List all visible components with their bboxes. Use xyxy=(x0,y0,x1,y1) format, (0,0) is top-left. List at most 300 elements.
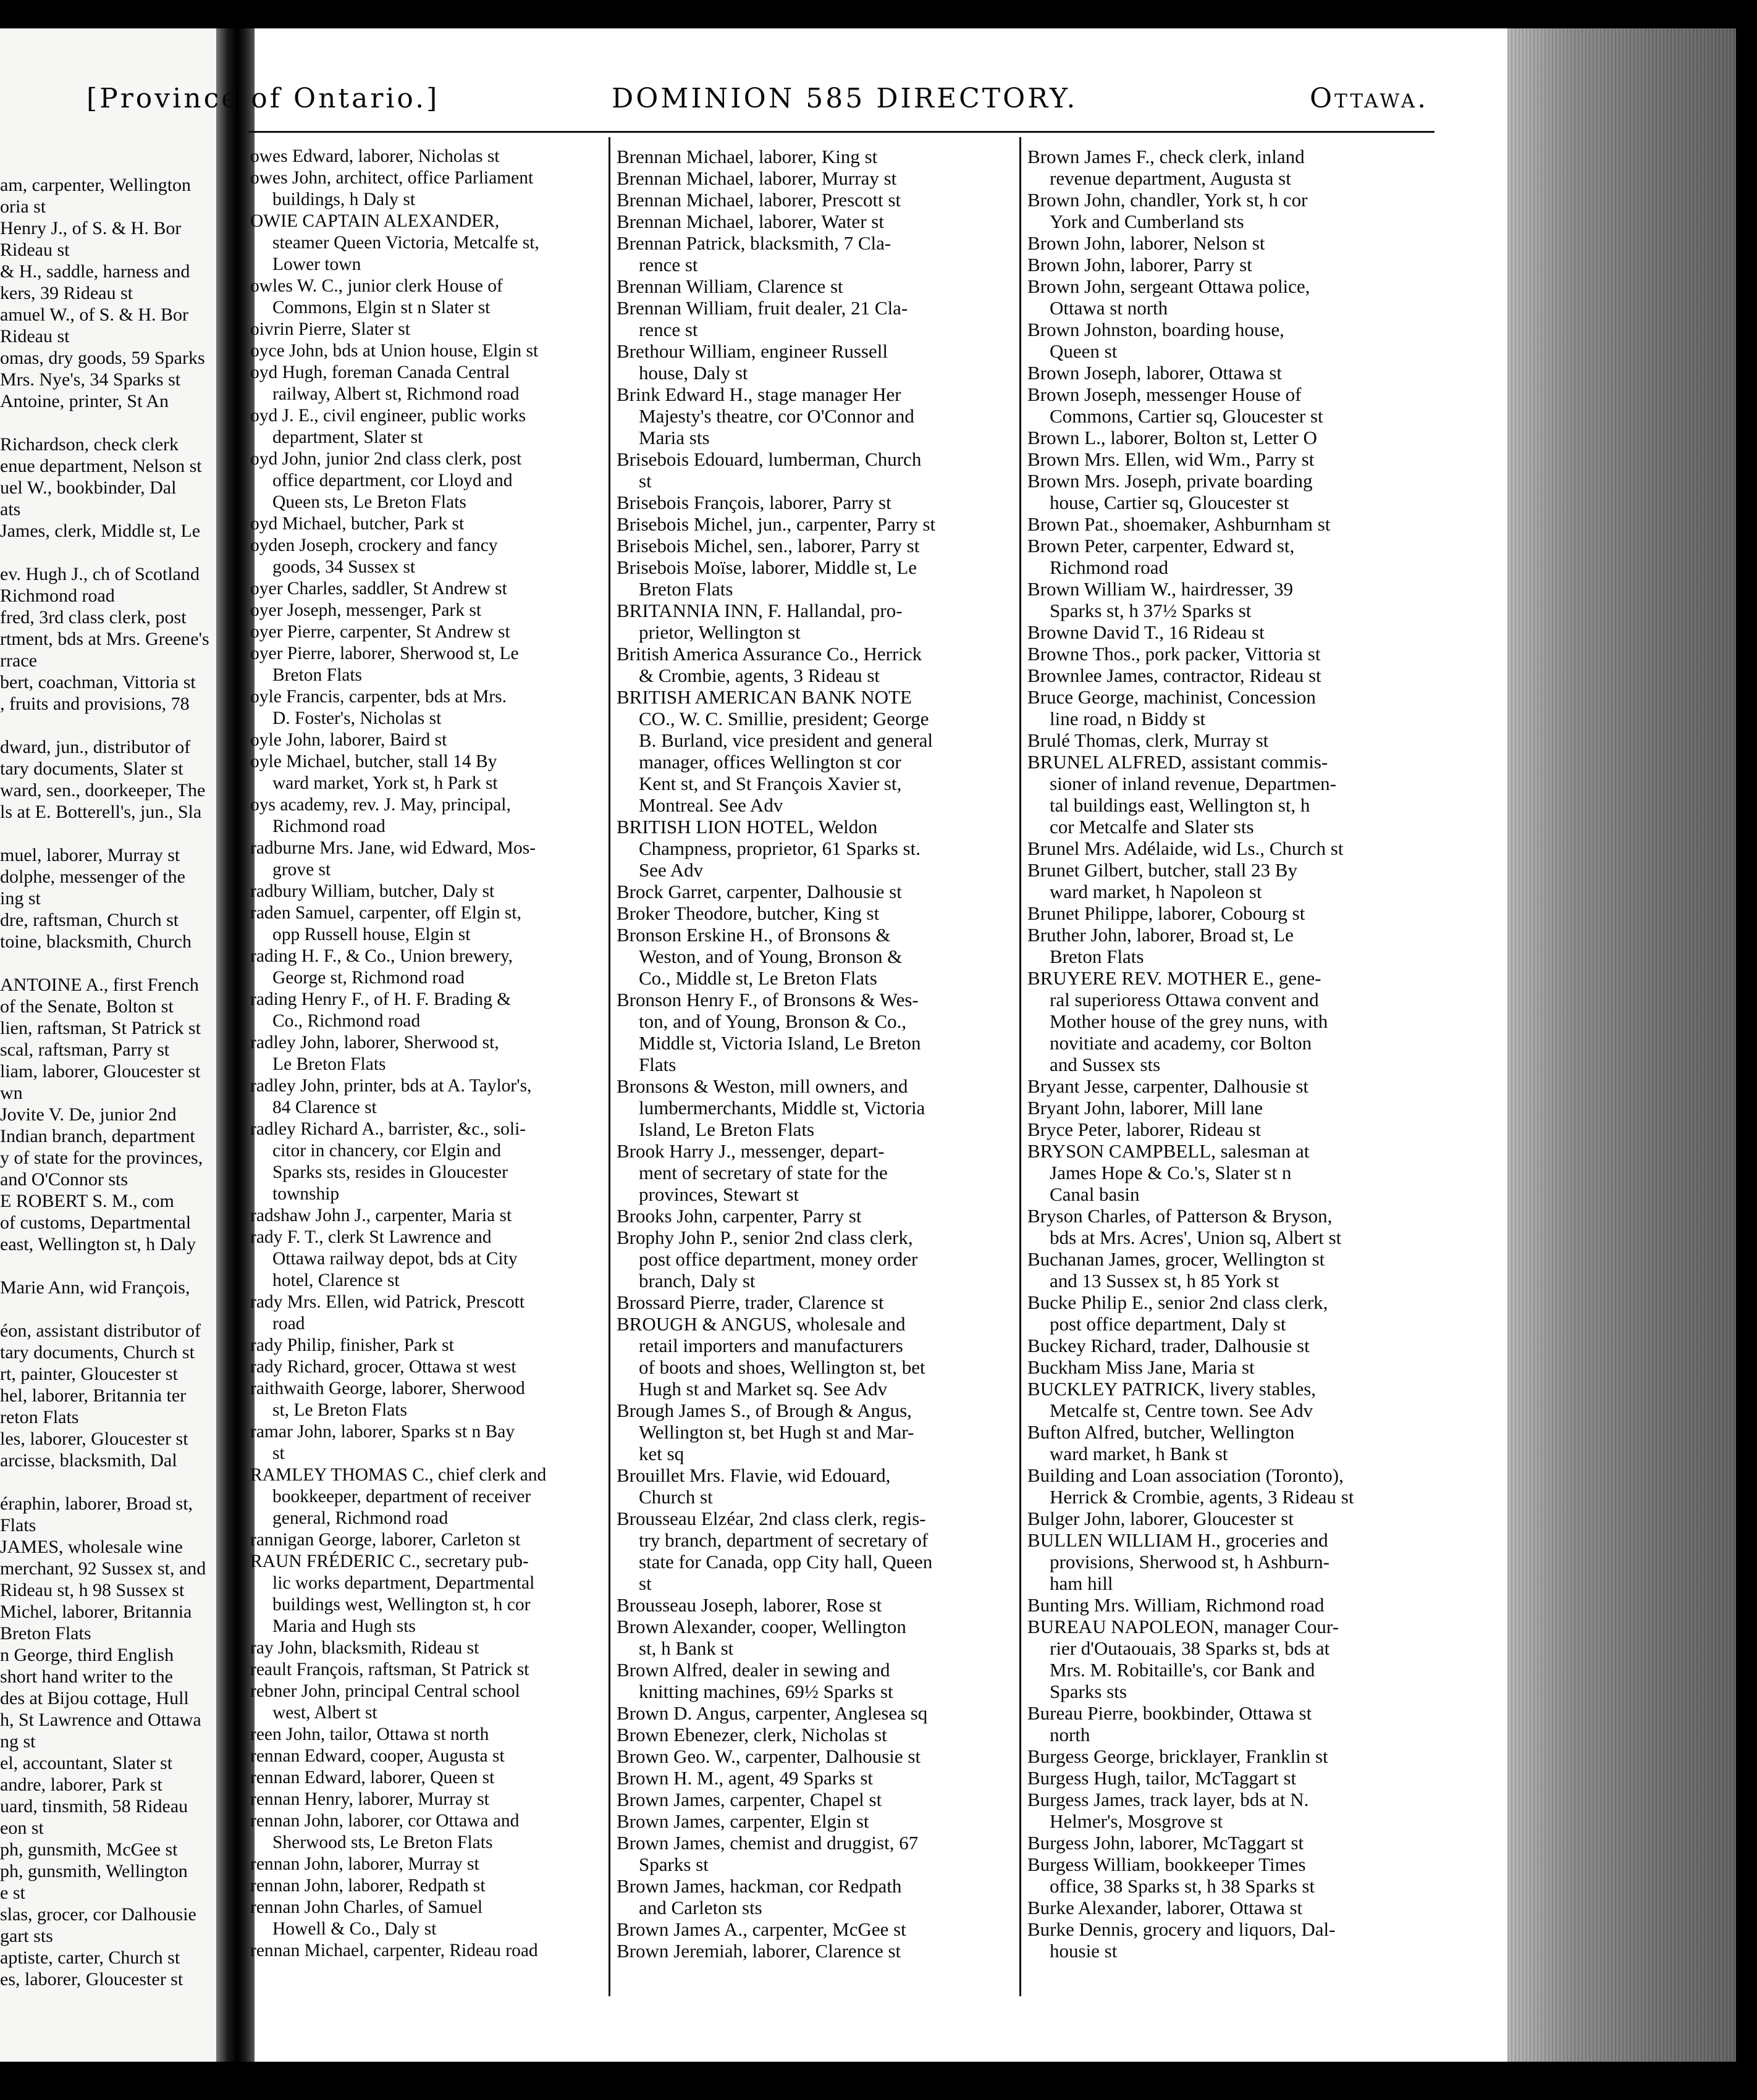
directory-entry xyxy=(617,1745,1012,1767)
directory-entry-name-line: radley Richard A., barrister, &c., soli- xyxy=(250,1119,526,1139)
header-rule xyxy=(248,131,1435,133)
directory-entry xyxy=(1027,1594,1429,1616)
directory-entry-continuation: lic works department, Departmental xyxy=(272,1573,535,1593)
directory-entry-name-line: Brown D. Angus, carpenter, Anglesea sq xyxy=(617,1702,928,1724)
directory-entry-name-line: Brisebois Michel, jun., carpenter, Parry st xyxy=(617,513,936,535)
directory-entry-name-line: Brown James, carpenter, Chapel st xyxy=(617,1789,882,1810)
directory-entry-name-line: Brook Harry J., messenger, depart- xyxy=(617,1140,885,1162)
directory-entry-name-line: rennan John, laborer, cor Ottawa and xyxy=(250,1811,520,1831)
directory-entry-name-line: rennan John, laborer, Redpath st xyxy=(250,1876,486,1896)
directory-entry-continuation: Ottawa railway depot, bds at City xyxy=(272,1249,518,1269)
facing-page-line-text: Rideau st xyxy=(0,240,70,260)
facing-page-line-text: toine, blacksmith, Church xyxy=(0,931,192,952)
facing-page-line-text: JAMES, wholesale wine xyxy=(0,1537,183,1557)
directory-entry-continuation: citor in chancery, cor Elgin and xyxy=(272,1141,501,1161)
directory-entry xyxy=(1027,621,1429,643)
directory-entry-name-line: OWIE CAPTAIN ALEXANDER, xyxy=(250,211,500,231)
facing-page-line xyxy=(0,1255,229,1277)
directory-entry xyxy=(250,1745,602,1767)
facing-page-line-text: ANTOINE A., first French xyxy=(0,975,199,995)
directory-entry-continuation: Richmond road xyxy=(1050,556,1168,578)
directory-entry xyxy=(1027,838,1429,859)
directory-entry-continuation: rence st xyxy=(639,254,698,275)
directory-entry-name-line: Brulé Thomas, clerk, Murray st xyxy=(1027,729,1269,751)
directory-entry-continuation: ward market, h Napoleon st xyxy=(1050,881,1262,902)
running-head-right: Ottawa. xyxy=(1310,83,1429,114)
directory-entry xyxy=(617,924,1012,989)
directory-entry xyxy=(617,167,1012,189)
directory-entry-name-line: raden Samuel, carpenter, off Elgin st, xyxy=(250,903,521,923)
directory-entry-name-line: Brough James S., of Brough & Angus, xyxy=(617,1400,912,1421)
directory-entry-name-line: Brown John, laborer, Nelson st xyxy=(1027,232,1265,254)
directory-entry xyxy=(1027,384,1429,427)
facing-page-line-text: dre, raftsman, Church st xyxy=(0,910,179,930)
directory-entry-name-line: oyle John, laborer, Baird st xyxy=(250,730,447,750)
facing-page-line-text: hel, laborer, Britannia ter xyxy=(0,1385,187,1406)
facing-page-line-text: ph, gunsmith, McGee st xyxy=(0,1839,178,1860)
directory-entry-continuation: try branch, department of secretary of xyxy=(639,1529,929,1551)
directory-entry xyxy=(250,1897,602,1940)
facing-page-line xyxy=(0,196,229,217)
facing-page-line-text: & H., saddle, harness and xyxy=(0,261,190,282)
directory-entry xyxy=(617,448,1012,492)
directory-entry-name-line: rading Henry F., of H. F. Brading & xyxy=(250,989,512,1009)
directory-entry-name-line: Bryant Jesse, carpenter, Dalhousie st xyxy=(1027,1075,1309,1097)
facing-page-line xyxy=(0,779,229,801)
directory-entry-name-line: Brown Johnston, boarding house, xyxy=(1027,319,1284,340)
directory-entry-name-line: Brown Jeremiah, laborer, Clarence st xyxy=(617,1940,901,1962)
facing-page-line xyxy=(0,1233,229,1255)
facing-page-line xyxy=(0,1385,229,1406)
facing-page-line-text: e st xyxy=(0,1883,25,1903)
directory-entry xyxy=(250,405,602,448)
directory-entry xyxy=(250,362,602,405)
directory-entry xyxy=(617,1205,1012,1227)
facing-page-line xyxy=(0,1147,229,1169)
directory-entry-continuation: Helmer's, Mosgrove st xyxy=(1050,1810,1223,1832)
directory-entry-continuation: ment of secretary of state for the xyxy=(639,1162,888,1183)
facing-page-line-text: h, St Lawrence and Ottawa xyxy=(0,1710,201,1730)
directory-entry-name-line: Buchanan James, grocer, Wellington st xyxy=(1027,1248,1325,1270)
directory-entry-continuation: st xyxy=(272,1443,285,1463)
column-rule-2 xyxy=(1019,137,1021,1996)
facing-page-line-text: Flats xyxy=(0,1515,36,1535)
directory-entry-name-line: Brennan Michael, laborer, Murray st xyxy=(617,167,897,189)
facing-page-line-text: des at Bijou cottage, Hull xyxy=(0,1688,189,1708)
facing-page-line-text xyxy=(0,715,229,736)
facing-page-line xyxy=(0,1860,229,1882)
directory-entry xyxy=(1027,751,1429,838)
directory-entry-continuation: prietor, Wellington st xyxy=(639,621,801,643)
directory-entry xyxy=(250,1940,602,1962)
directory-entry xyxy=(1027,535,1429,578)
directory-entry xyxy=(1027,146,1429,189)
directory-entry-continuation: Sparks st xyxy=(639,1854,709,1875)
directory-entry xyxy=(617,881,1012,902)
facing-page-line xyxy=(0,347,229,369)
directory-entry-name-line: Brunel Mrs. Adélaide, wid Ls., Church st xyxy=(1027,838,1344,859)
directory-entry-name-line: oyle Michael, butcher, stall 14 By xyxy=(250,752,497,771)
facing-page-line xyxy=(0,1406,229,1428)
directory-entry-continuation: hotel, Clarence st xyxy=(272,1270,400,1290)
directory-entry-name-line: radley John, laborer, Sherwood st, xyxy=(250,1033,499,1052)
directory-entry xyxy=(617,384,1012,448)
facing-page-line-text: fred, 3rd class clerk, post xyxy=(0,607,187,628)
scan-frame-right xyxy=(1736,28,1757,2062)
facing-page-line-text: gart sts xyxy=(0,1926,53,1946)
facing-page-line xyxy=(0,1839,229,1860)
directory-entry xyxy=(1027,1119,1429,1140)
directory-entry-name-line: oyer Pierre, laborer, Sherwood st, Le xyxy=(250,644,519,663)
directory-entry xyxy=(617,816,1012,881)
facing-page-line xyxy=(0,1623,229,1644)
directory-entry xyxy=(1027,275,1429,319)
facing-page-line-text: muel, laborer, Murray st xyxy=(0,845,180,865)
directory-entry xyxy=(1027,319,1429,362)
directory-entry-name-line: Buckey Richard, trader, Dalhousie st xyxy=(1027,1335,1310,1356)
facing-page-line xyxy=(0,217,229,239)
directory-entry-name-line: Brown John, laborer, Parry st xyxy=(1027,254,1252,275)
directory-entry xyxy=(1027,1897,1429,1918)
facing-page-line-text xyxy=(0,1471,229,1493)
facing-page-line xyxy=(0,1514,229,1536)
facing-page-line-text xyxy=(0,823,229,844)
directory-entry xyxy=(250,535,602,578)
directory-entry-continuation: road xyxy=(272,1314,305,1334)
directory-entry xyxy=(250,729,602,751)
directory-entry-name-line: Brock Garret, carpenter, Dalhousie st xyxy=(617,881,902,902)
directory-entry-name-line: Bryant John, laborer, Mill lane xyxy=(1027,1097,1263,1119)
directory-entry-continuation: of boots and shoes, Wellington st, bet xyxy=(639,1356,925,1378)
directory-entry xyxy=(1027,1097,1429,1119)
directory-entry xyxy=(250,319,602,340)
facing-page-line-text: am, carpenter, Wellington xyxy=(0,175,192,195)
directory-entry xyxy=(617,1767,1012,1789)
directory-entry-continuation: buildings west, Wellington st, h cor xyxy=(272,1595,531,1615)
running-head-left: [Province of Ontario.] xyxy=(86,83,440,114)
directory-entry xyxy=(250,1767,602,1789)
facing-page-line xyxy=(0,1298,229,1320)
facing-page-line-text: wn xyxy=(0,1083,23,1103)
directory-entry xyxy=(1027,232,1429,254)
facing-page-line-text: rtment, bds at Mrs. Greene's xyxy=(0,629,209,649)
directory-entry-name-line: Bulger John, laborer, Gloucester st xyxy=(1027,1508,1294,1529)
directory-entry xyxy=(617,1789,1012,1810)
directory-entry xyxy=(1027,1205,1429,1248)
directory-entry-continuation: ward market, York st, h Park st xyxy=(272,773,498,793)
directory-entry-name-line: BROUGH & ANGUS, wholesale and xyxy=(617,1313,906,1335)
directory-entry-continuation: Richmond road xyxy=(272,817,386,836)
directory-entry-continuation: Commons, Cartier sq, Gloucester st xyxy=(1050,405,1323,427)
facing-page-line xyxy=(0,455,229,477)
directory-entry-continuation: Co., Middle st, Le Breton Flats xyxy=(639,967,877,989)
facing-page-line xyxy=(0,390,229,412)
directory-entry-continuation: township xyxy=(272,1184,340,1204)
facing-page-line xyxy=(0,1601,229,1623)
facing-page-line xyxy=(0,1904,229,1925)
directory-entry-name-line: rading H. F., & Co., Union brewery, xyxy=(250,946,513,966)
directory-entry-continuation: Champness, proprietor, 61 Sparks st. xyxy=(639,838,921,859)
directory-entry xyxy=(250,1637,602,1659)
directory-entry-name-line: Burgess William, bookkeeper Times xyxy=(1027,1854,1306,1875)
facing-page-line xyxy=(0,1082,229,1104)
facing-page-line-text: east, Wellington st, h Daly xyxy=(0,1234,196,1254)
directory-entry-name-line: BRYSON CAMPBELL, salesman at xyxy=(1027,1140,1310,1162)
directory-entry-continuation: Middle st, Victoria Island, Le Breton xyxy=(639,1032,921,1054)
directory-entry-continuation: Sparks sts xyxy=(1050,1681,1127,1702)
facing-page-line-text xyxy=(0,1255,229,1277)
directory-entry xyxy=(617,211,1012,232)
facing-page-line xyxy=(0,1277,229,1298)
directory-entry-continuation: Flats xyxy=(639,1054,676,1075)
directory-entry-continuation: Church st xyxy=(639,1486,713,1508)
directory-entry xyxy=(1027,665,1429,686)
facing-page-line xyxy=(0,974,229,996)
directory-entry-name-line: oyer Joseph, messenger, Park st xyxy=(250,600,482,620)
directory-entry-name-line: Browne Thos., pork packer, Vittoria st xyxy=(1027,643,1321,665)
directory-entry-name-line: Brown Alexander, cooper, Wellington xyxy=(617,1616,906,1637)
directory-entry-name-line: Bryce Peter, laborer, Rideau st xyxy=(1027,1119,1261,1140)
directory-entry-continuation: D. Foster's, Nicholas st xyxy=(272,708,442,728)
directory-entry-name-line: oyden Joseph, crockery and fancy xyxy=(250,536,498,555)
directory-entry-name-line: Brown James, hackman, cor Redpath xyxy=(617,1875,902,1897)
directory-entry-continuation: Maria and Hugh sts xyxy=(272,1616,416,1636)
directory-entry-continuation: Sparks sts, resides in Gloucester xyxy=(272,1162,508,1182)
directory-entry xyxy=(617,146,1012,167)
facing-page-line xyxy=(0,628,229,650)
facing-page-line xyxy=(0,650,229,671)
directory-entry-name-line: Brousseau Elzéar, 2nd class clerk, regis- xyxy=(617,1508,926,1529)
directory-entry-continuation: rence st xyxy=(639,319,698,340)
directory-entry xyxy=(250,751,602,794)
directory-entry-continuation: Commons, Elgin st n Slater st xyxy=(272,298,491,317)
facing-page-line xyxy=(0,1428,229,1450)
directory-entry xyxy=(250,1378,602,1421)
directory-entry-continuation: ket sq xyxy=(639,1443,685,1464)
directory-entry xyxy=(1027,1529,1429,1594)
directory-entry xyxy=(250,1810,602,1854)
facing-page-line-text: reton Flats xyxy=(0,1407,79,1427)
directory-entry xyxy=(617,989,1012,1075)
facing-page-line-text: Indian branch, department xyxy=(0,1126,195,1146)
directory-entry-continuation: west, Albert st xyxy=(272,1703,377,1723)
facing-page-line xyxy=(0,952,229,974)
directory-entry-name-line: Brownlee James, contractor, Rideau st xyxy=(1027,665,1321,686)
directory-entry xyxy=(250,1789,602,1810)
directory-entry-name-line: BRITANNIA INN, F. Hallandal, pro- xyxy=(617,600,903,621)
facing-page-line xyxy=(0,1450,229,1471)
facing-page-line xyxy=(0,542,229,563)
directory-entry xyxy=(1027,924,1429,967)
facing-page-line-text: tary documents, Church st xyxy=(0,1342,195,1363)
directory-entry xyxy=(250,211,602,275)
facing-page-line xyxy=(0,1320,229,1342)
facing-page-line xyxy=(0,261,229,282)
directory-entry-continuation: Ottawa st north xyxy=(1050,297,1168,319)
directory-entry-name-line: Bufton Alfred, butcher, Wellington xyxy=(1027,1421,1295,1443)
directory-entry xyxy=(1027,859,1429,902)
directory-entry-continuation: Queen st xyxy=(1050,340,1118,362)
directory-entry-name-line: Bureau Pierre, bookbinder, Ottawa st xyxy=(1027,1702,1312,1724)
directory-entry-name-line: oyd John, junior 2nd class clerk, post xyxy=(250,449,522,469)
directory-entry-continuation: Majesty's theatre, cor O'Connor and xyxy=(639,405,914,427)
directory-entry-name-line: Bunting Mrs. William, Richmond road xyxy=(1027,1594,1325,1616)
directory-entry-name-line: rennan Edward, cooper, Augusta st xyxy=(250,1746,505,1766)
facing-page-line-text: of the Senate, Bolton st xyxy=(0,996,174,1017)
directory-entry-continuation: line road, n Biddy st xyxy=(1050,708,1206,729)
directory-entry xyxy=(250,902,602,946)
directory-entry-continuation: goods, 34 Sussex st xyxy=(272,557,416,577)
facing-page-line xyxy=(0,174,229,196)
directory-entry-name-line: rannigan George, laborer, Carleton st xyxy=(250,1530,521,1550)
facing-page-line-text: ph, gunsmith, Wellington xyxy=(0,1861,188,1881)
directory-entry-name-line: Broker Theodore, butcher, King st xyxy=(617,902,880,924)
directory-entry-name-line: ray John, blacksmith, Rideau st xyxy=(250,1638,479,1658)
directory-entry-name-line: Buckham Miss Jane, Maria st xyxy=(1027,1356,1255,1378)
facing-page-line xyxy=(0,1536,229,1558)
facing-page-line xyxy=(0,693,229,715)
facing-page-line xyxy=(0,1363,229,1385)
facing-page-line-text xyxy=(0,1298,229,1320)
directory-entry xyxy=(1027,643,1429,665)
directory-entry-name-line: Burgess George, bricklayer, Franklin st xyxy=(1027,1745,1328,1767)
directory-entry-name-line: rennan John Charles, of Samuel xyxy=(250,1897,483,1917)
directory-entry-name-line: Brethour William, engineer Russell xyxy=(617,340,888,362)
directory-entry-name-line: Brisebois Michel, sen., laborer, Parry st xyxy=(617,535,920,556)
facing-page-line-text xyxy=(0,412,229,434)
directory-entry-name-line: oyd Michael, butcher, Park st xyxy=(250,514,465,534)
facing-page-line xyxy=(0,412,229,434)
facing-page-line-text: and O'Connor sts xyxy=(0,1169,129,1190)
facing-page-line-text: les, laborer, Gloucester st xyxy=(0,1429,188,1449)
directory-entry xyxy=(1027,1464,1429,1508)
directory-entry-continuation: office department, cor Lloyd and xyxy=(272,471,513,490)
directory-column-1 xyxy=(250,146,602,1962)
directory-entry-continuation: Sherwood sts, Le Breton Flats xyxy=(272,1833,493,1852)
facing-page-line xyxy=(0,477,229,498)
facing-page-line xyxy=(0,282,229,304)
directory-entry-continuation: branch, Daly st xyxy=(639,1270,756,1292)
facing-page-line-text: kers, 39 Rideau st xyxy=(0,283,133,303)
facing-page-line-text: rrace xyxy=(0,650,37,671)
directory-entry-continuation: st, h Bank st xyxy=(639,1637,734,1659)
directory-entry-name-line: BUREAU NAPOLEON, manager Cour- xyxy=(1027,1616,1339,1637)
directory-entry xyxy=(617,1464,1012,1508)
scan-frame-bottom xyxy=(0,2062,1757,2100)
facing-page-line-text xyxy=(0,952,229,974)
directory-entry-continuation: ton, and of Young, Bronson & Co., xyxy=(639,1010,907,1032)
directory-entry xyxy=(617,1400,1012,1464)
facing-page-line-text: rt, painter, Gloucester st xyxy=(0,1364,178,1384)
facing-page-line-text: Michel, laborer, Britannia xyxy=(0,1602,192,1622)
directory-entry xyxy=(250,600,602,621)
directory-entry-continuation: opp Russell house, Elgin st xyxy=(272,925,471,944)
directory-entry-continuation: house, Daly st xyxy=(639,362,748,384)
facing-page-line-text: scal, raftsman, Parry st xyxy=(0,1040,170,1060)
facing-page-line xyxy=(0,801,229,823)
directory-entry-continuation: buildings, h Daly st xyxy=(272,190,416,209)
facing-page-line-text: bert, coachman, Vittoria st xyxy=(0,672,196,692)
facing-page-line-text: of customs, Departmental xyxy=(0,1212,192,1233)
directory-entry-name-line: oyer Charles, saddler, St Andrew st xyxy=(250,579,507,598)
directory-column-2 xyxy=(617,146,1012,1962)
facing-page-line-text: oria st xyxy=(0,196,46,217)
directory-entry-continuation: railway, Albert st, Richmond road xyxy=(272,384,520,404)
directory-entry xyxy=(617,902,1012,924)
facing-page-line xyxy=(0,563,229,585)
directory-entry xyxy=(250,1421,602,1464)
facing-page-line-text: amuel W., of S. & H. Bor xyxy=(0,304,188,325)
directory-entry-continuation: department, Slater st xyxy=(272,427,423,447)
facing-page-line-text: ls at E. Botterell's, jun., Sla xyxy=(0,802,202,822)
directory-entry-continuation: Mother house of the grey nuns, with xyxy=(1050,1010,1328,1032)
facing-page-line xyxy=(0,1471,229,1493)
directory-entry-continuation: manager, offices Wellington st cor xyxy=(639,751,901,773)
directory-entry-continuation: and 13 Sussex st, h 85 York st xyxy=(1050,1270,1279,1292)
facing-page-line xyxy=(0,1493,229,1514)
facing-page-line-text: Mrs. Nye's, 34 Sparks st xyxy=(0,369,181,390)
facing-page-line-text: Jovite V. De, junior 2nd xyxy=(0,1104,177,1125)
directory-entry-continuation: st, Le Breton Flats xyxy=(272,1400,407,1420)
facing-page-line xyxy=(0,1212,229,1233)
directory-entry-name-line: BRITISH LION HOTEL, Weldon xyxy=(617,816,878,838)
facing-page-line xyxy=(0,1579,229,1601)
directory-entry xyxy=(1027,1854,1429,1897)
directory-entry-name-line: Burke Dennis, grocery and liquors, Dal- xyxy=(1027,1918,1336,1940)
directory-entry xyxy=(1027,362,1429,384)
facing-page-line-text: éraphin, laborer, Broad st, xyxy=(0,1493,193,1514)
facing-page-line xyxy=(0,326,229,347)
directory-entry-continuation: grove st xyxy=(272,860,331,880)
directory-entry-name-line: Burgess John, laborer, McTaggart st xyxy=(1027,1832,1304,1854)
facing-page-line xyxy=(0,369,229,390)
directory-entry-name-line: RAUN FRÉDERIC C., secretary pub- xyxy=(250,1552,529,1571)
directory-entry xyxy=(1027,513,1429,535)
facing-page-line-text: Rideau st xyxy=(0,326,70,346)
directory-entry xyxy=(1027,1335,1429,1356)
directory-entry-name-line: Brouillet Mrs. Flavie, wid Edouard, xyxy=(617,1464,891,1486)
directory-entry xyxy=(250,1227,602,1292)
facing-page-line xyxy=(0,1774,229,1796)
directory-entry xyxy=(617,1616,1012,1659)
directory-entry-name-line: Bronsons & Weston, mill owners, and xyxy=(617,1075,908,1097)
directory-entry-continuation: bds at Mrs. Acres', Union sq, Albert st xyxy=(1050,1227,1342,1248)
facing-page-line-text: ing st xyxy=(0,888,41,909)
directory-entry-name-line: oyce John, bds at Union house, Elgin st xyxy=(250,341,539,361)
directory-entry xyxy=(617,1313,1012,1400)
directory-entry-continuation: revenue department, Augusta st xyxy=(1050,167,1291,189)
directory-entry-name-line: Brown James, carpenter, Elgin st xyxy=(617,1810,869,1832)
directory-entry xyxy=(1027,1421,1429,1464)
directory-entry xyxy=(1027,1745,1429,1767)
directory-entry xyxy=(617,297,1012,340)
directory-entry xyxy=(617,600,1012,643)
facing-page-line-text: , fruits and provisions, 78 xyxy=(0,694,190,714)
directory-entry xyxy=(250,881,602,902)
directory-entry xyxy=(250,1724,602,1745)
facing-page-line xyxy=(0,585,229,607)
directory-entry xyxy=(1027,189,1429,232)
directory-entry xyxy=(1027,470,1429,513)
directory-entry-continuation: Lower town xyxy=(272,254,361,274)
directory-entry-continuation: knitting machines, 69½ Sparks st xyxy=(639,1681,893,1702)
directory-entry xyxy=(1027,686,1429,729)
directory-entry xyxy=(617,556,1012,600)
directory-entry-name-line: Brown Joseph, laborer, Ottawa st xyxy=(1027,362,1283,384)
directory-entry xyxy=(250,1075,602,1119)
directory-entry xyxy=(617,1140,1012,1205)
directory-entry xyxy=(250,513,602,535)
